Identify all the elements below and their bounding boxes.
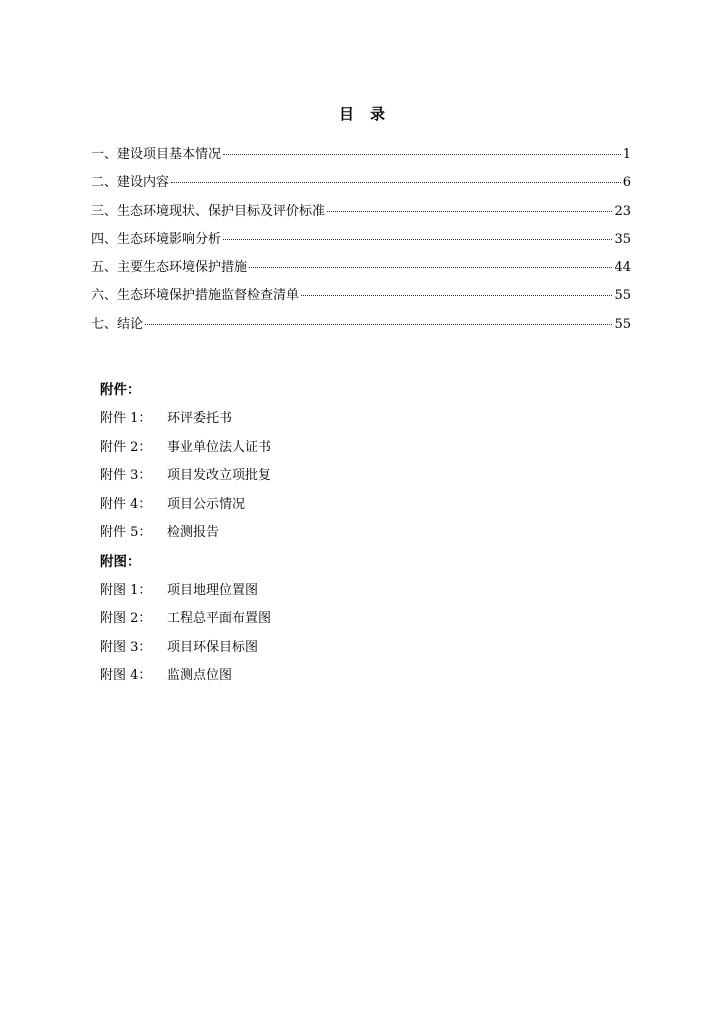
toc-entry-page: 1	[622, 147, 631, 162]
toc-entry[interactable]	[91, 228, 631, 256]
toc-entry[interactable]	[91, 200, 631, 228]
toc-entry-page: 35	[614, 231, 631, 247]
figure-title: 项目环保目标图	[167, 639, 259, 655]
table-of-contents	[91, 143, 631, 341]
toc-entry-page: 55	[614, 316, 631, 332]
figure-label: 附图 4：	[100, 668, 152, 683]
figure-item	[100, 605, 500, 634]
toc-entry[interactable]	[91, 256, 631, 284]
attachment-label: 附件 3：	[100, 468, 152, 483]
figure-label: 附图 2：	[100, 611, 152, 626]
figure-item	[100, 634, 500, 663]
attachment-item	[100, 491, 500, 520]
toc-entry-label: 六、生态环境保护措施监督检查清单	[91, 288, 300, 304]
figure-label: 附图 3：	[100, 639, 152, 655]
toc-dot-leader	[223, 239, 612, 240]
toc-title: 目录	[338, 105, 401, 123]
attachment-title: 环评委托书	[167, 411, 233, 426]
figure-title: 工程总平面布置图	[167, 611, 272, 626]
toc-dot-leader	[249, 267, 612, 268]
attachment-item	[100, 434, 500, 463]
toc-entry-page: 55	[614, 288, 631, 304]
attachments-heading: 附件：	[100, 382, 141, 398]
toc-entry-label: 七、结论	[91, 316, 144, 332]
toc-entry[interactable]	[91, 284, 631, 312]
attachment-item	[100, 405, 500, 434]
attachment-title: 事业单位法人证书	[167, 439, 272, 455]
attachment-label: 附件 2：	[100, 439, 152, 455]
toc-dot-leader	[223, 154, 621, 155]
figure-title: 监测点位图	[167, 668, 233, 683]
toc-entry-page: 23	[614, 203, 631, 219]
attachment-title: 项目发改立项批复	[167, 468, 272, 483]
figures-heading: 附图：	[100, 553, 141, 570]
toc-entry-label: 三、生态环境现状、保护目标及评价标准	[91, 203, 326, 219]
toc-entry-label: 二、建设内容	[91, 175, 170, 191]
toc-entry[interactable]	[91, 313, 631, 341]
toc-entry-label: 五、主要生态环境保护措施	[91, 260, 248, 276]
toc-entry-page: 6	[622, 175, 631, 191]
attachment-label: 附件 4：	[100, 496, 152, 512]
toc-entry[interactable]	[91, 143, 631, 171]
toc-entry[interactable]	[91, 171, 631, 199]
figure-item	[100, 577, 500, 606]
toc-dot-leader	[171, 182, 621, 183]
toc-dot-leader	[327, 211, 612, 212]
appendix-list	[100, 376, 500, 691]
toc-entry-page: 44	[614, 260, 631, 276]
toc-entry-label: 一、建设项目基本情况	[91, 147, 222, 162]
toc-dot-leader	[301, 295, 612, 296]
attachment-label: 附件 5：	[100, 525, 152, 540]
figure-item	[100, 662, 500, 691]
toc-dot-leader	[145, 324, 612, 325]
toc-entry-label: 四、生态环境影响分析	[91, 231, 222, 247]
figure-title: 项目地理位置图	[167, 582, 259, 598]
attachment-item	[100, 519, 500, 548]
attachment-title: 项目公示情况	[167, 496, 246, 512]
attachment-title: 检测报告	[167, 525, 220, 540]
figure-label: 附图 1：	[100, 582, 152, 598]
attachment-label: 附件 1：	[100, 411, 152, 426]
attachment-item	[100, 462, 500, 491]
